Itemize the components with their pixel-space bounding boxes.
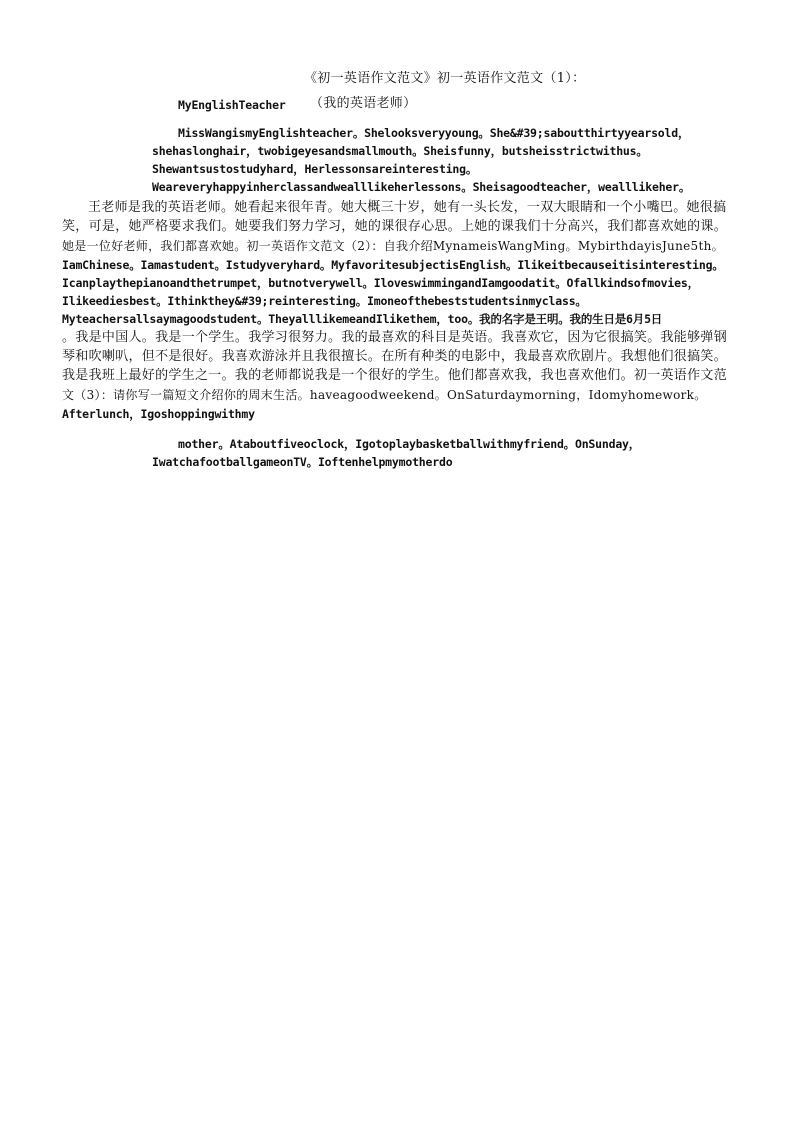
para1-line: Shewantsustostudyhard，Herlessonsareinteresting。	[152, 162, 478, 176]
para3-line: mother。Ataboutfiveoclock，Igotoplaybasketballwithmyfriend。OnSunday，	[178, 437, 641, 451]
para2-line: Myteachersallsaymagoodstudent。TheyalllikemeandIlikethem，too。我的名字是王明。我的生日是6月5日	[62, 312, 663, 326]
para2-line: Afterlunch，Igoshoppingwithmy	[62, 407, 255, 421]
para2-line: 她是一位好老师，我们都喜欢她。初一英语作文范文（2）：自我介绍MynameisWangMing。MybirthdayisJune5th。	[62, 239, 724, 253]
para2-line: 王老师是我的英语老师。她看起来很年青。她大概三十岁，她有一头长发，一双大眼睛和一个小嘴巴。她很搞	[88, 200, 727, 215]
para2-line: 我是我班上最好的学生之一。我的老师都说我是一个很好的学生。他们都喜欢我，我也喜欢他们。初一英语作文范	[62, 368, 728, 383]
para2-line: 琴和吹喇叭，但不是很好。我喜欢游泳并且我很擅长。在所有种类的电影中，我最喜欢欣剧片。我想他们很搞笑。	[62, 349, 728, 364]
para1-line: MissWangismyEnglishteacher。Shelooksveryyoung。She&#39;saboutthirtyyearsold，	[178, 126, 690, 140]
para2-line: 文（3）：请你写一篇短文介绍你的周末生活。haveagoodweekend。OnSaturdaymorning，Idomyhomework。	[62, 388, 707, 402]
essay-title-cn: （我的英语老师）	[310, 96, 417, 111]
para2-line: Ilikeediesbest。Ithinkthey&#39;reinteresting。Imoneofthebeststudentsinmyclass。	[62, 294, 587, 308]
para2-line: 笑，可是，她严格要求我们。她要我们努力学习，她的课很存心思。上她的课我们十分高兴，我们都喜欢她的课。	[62, 219, 728, 234]
para1-line: shehaslonghair，twobigeyesandsmallmouth。Sheisfunny，butsheisstrictwithus。	[152, 144, 648, 158]
essay-title-en: MyEnglishTeacher	[178, 98, 286, 112]
para2-line: Icanplaythepianoandthetrumpet，butnotverywell。IloveswimmingandIamgoodatit。Ofallkindsofmovies，	[62, 276, 699, 290]
document-header: 《初一英语作文范文》初一英语作文范文（1）：	[304, 71, 586, 86]
para2-line: 。我是中国人。我是一个学生。我学习很努力。我的最喜欢的科目是英语。我喜欢它，因为它很搞笑。我能够弹钢	[62, 330, 728, 345]
para3-line: IwatchafootballgameonTV。Ioftenhelpmymotherdo	[152, 455, 453, 469]
para1-line: Weareveryhappyinherclassandwealllikeherlessons。Sheisagoodteacher，wealllikeher。	[152, 180, 691, 194]
para2-line: IamChinese。Iamastudent。Istudyveryhard。MyfavoritesubjectisEnglish。Ilikeitbecauseitisinteresting。	[62, 258, 724, 272]
